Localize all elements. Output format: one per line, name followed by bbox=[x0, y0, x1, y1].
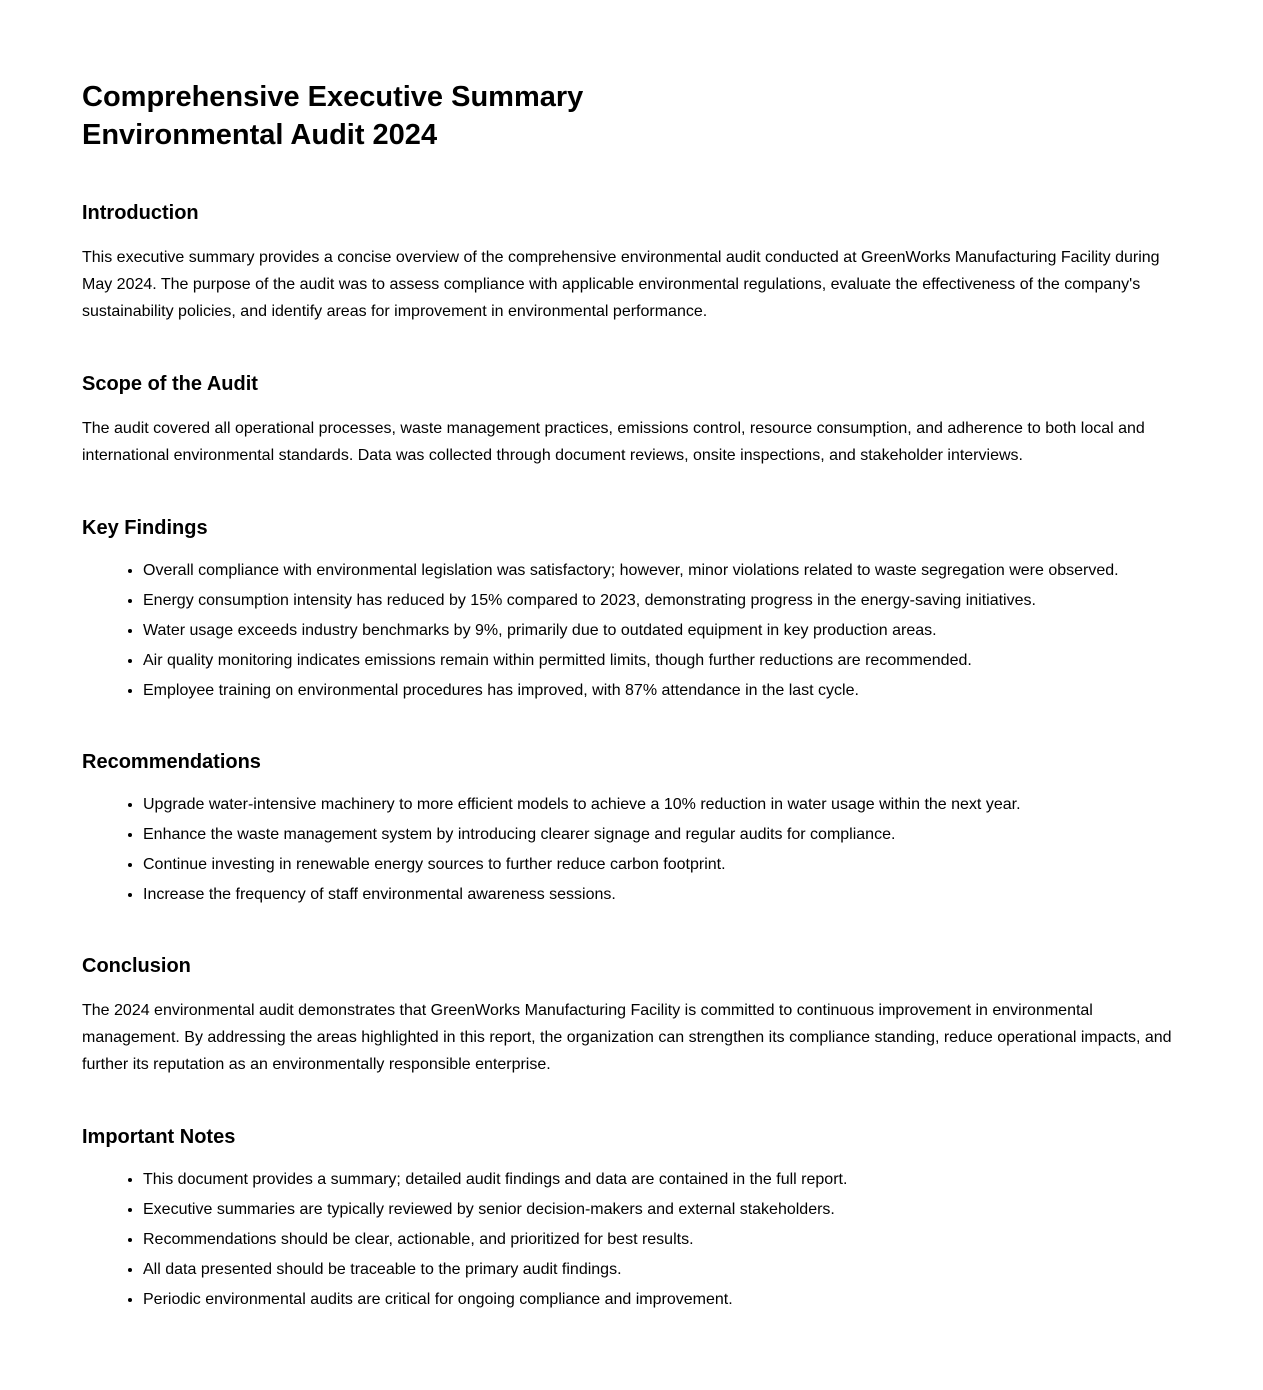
page-title-line-1: Comprehensive Executive Summary bbox=[82, 81, 584, 113]
list-item: • Energy consumption intensity has reduced by 15% compared to 2023, demonstrating progress in the energy-saving initiatives. bbox=[143, 589, 1181, 613]
list-item: • Increase the frequency of staff environmental awareness sessions. bbox=[143, 883, 1181, 907]
section-heading-important-notes: Important Notes bbox=[82, 1126, 236, 1148]
page-title bbox=[82, 78, 1181, 154]
section-heading-scope-of-the-audit: Scope of the Audit bbox=[82, 373, 258, 395]
section-key-findings bbox=[82, 515, 1181, 703]
conclusion-paragraph: The 2024 environmental audit demonstrates that GreenWorks Manufacturing Facility is committed to continuous improvement in environmental management. By addressing the areas highlighted in this report, the organization can strengthen its compliance standing, reduce operational impacts, and further its reputation as an environmentally responsible enterprise. bbox=[82, 1002, 1172, 1073]
list-item: • Recommendations should be clear, actionable, and prioritized for best results. bbox=[143, 1228, 1181, 1252]
section-heading-recommendations: Recommendations bbox=[82, 751, 261, 773]
scope-paragraph: The audit covered all operational processes, waste management practices, emissions control, resource consumption, and adherence to both local and international environmental standards. Data was collected through document reviews, onsite inspections, and stakeholder interviews. bbox=[82, 420, 1145, 464]
list-item: • Upgrade water-intensive machinery to more efficient models to achieve a 10% reduction in water usage within the next year. bbox=[143, 793, 1181, 817]
list-item: • Overall compliance with environmental legislation was satisfactory; however, minor violations related to waste segregation were observed. bbox=[143, 559, 1181, 583]
section-introduction bbox=[82, 200, 1181, 325]
introduction-paragraph: This executive summary provides a concise overview of the comprehensive environmental audit conducted at GreenWorks Manufacturing Facility during May 2024. The purpose of the audit was to assess compliance with applicable environmental regulations, evaluate the effectiveness of the company's sustainability policies, and identify areas for improvement in environmental performance. bbox=[82, 249, 1160, 320]
list-item: • Continue investing in renewable energy sources to further reduce carbon footprint. bbox=[143, 853, 1181, 877]
section-heading-introduction: Introduction bbox=[82, 202, 199, 224]
key-findings-list bbox=[82, 559, 1181, 703]
list-item: • All data presented should be traceable to the primary audit findings. bbox=[143, 1258, 1181, 1282]
list-item: • Employee training on environmental procedures has improved, with 87% attendance in the last cycle. bbox=[143, 679, 1181, 703]
section-conclusion bbox=[82, 953, 1181, 1078]
list-item: • Periodic environmental audits are critical for ongoing compliance and improvement. bbox=[143, 1288, 1181, 1312]
section-important-notes bbox=[82, 1124, 1181, 1312]
section-recommendations bbox=[82, 749, 1181, 907]
list-item: • Air quality monitoring indicates emissions remain within permitted limits, though further reductions are recommended. bbox=[143, 649, 1181, 673]
section-heading-conclusion: Conclusion bbox=[82, 955, 191, 977]
list-item: • Enhance the waste management system by introducing clearer signage and regular audits for compliance. bbox=[143, 823, 1181, 847]
recommendations-list bbox=[82, 793, 1181, 907]
list-item: • Executive summaries are typically reviewed by senior decision-makers and external stakeholders. bbox=[143, 1198, 1181, 1222]
page-title-line-2: Environmental Audit 2024 bbox=[82, 119, 438, 151]
section-heading-key-findings: Key Findings bbox=[82, 517, 208, 539]
section-scope-of-the-audit bbox=[82, 371, 1181, 469]
important-notes-list bbox=[82, 1168, 1181, 1312]
list-item: • This document provides a summary; detailed audit findings and data are contained in the full report. bbox=[143, 1168, 1181, 1192]
list-item: • Water usage exceeds industry benchmarks by 9%, primarily due to outdated equipment in key production areas. bbox=[143, 619, 1181, 643]
